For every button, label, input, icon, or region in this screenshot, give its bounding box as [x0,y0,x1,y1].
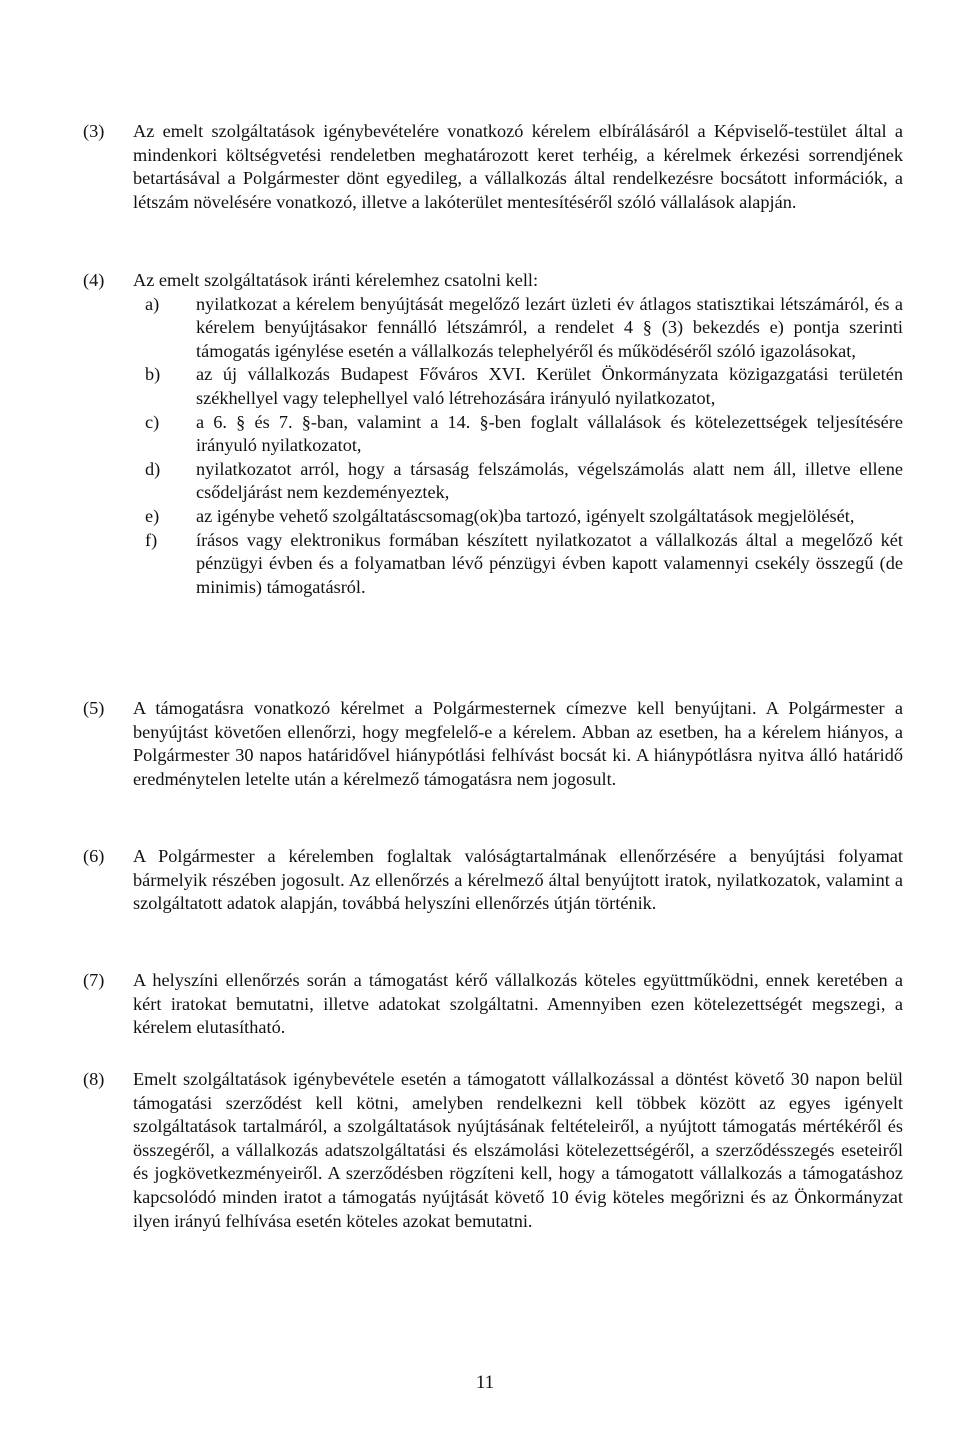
list-item-label: b) [145,364,161,385]
paragraph-3 [83,120,903,214]
list-item-text: írásos vagy elektronikus formában készített nyilatkozatot a vállalkozás által a megelőző két pénzügyi évben és a folyamatban lévő pénzügyi évben kapott valamennyi csekély összegű (de minimis) támogatásról. [196,529,903,597]
list-item-text: nyilatkozatot arról, hogy a társaság felszámolás, végelszámolás alatt nem áll, illetve ellene csődeljárást nem kezdeményeztek, [196,458,903,503]
paragraph-6 [83,845,903,916]
paragraph-7 [83,969,903,1040]
paragraph-4 [83,269,903,599]
list-item [133,458,903,505]
paragraph-8 [83,1068,903,1233]
list-item-text: az új vállalkozás Budapest Főváros XVI. Kerület Önkormányzata közigazgatási területén székhellyel vagy telephellyel való létrehozására irányuló nyilatkozatot, [196,364,903,408]
list-item-label: e) [145,505,160,526]
page-number: 11 [475,1372,495,1393]
paragraph-number: (7) [83,970,105,990]
list-item [133,529,903,600]
paragraph-number: (8) [83,1069,105,1089]
list-item-text: a 6. § és 7. §-ban, valamint a 14. §-ben foglalt vállalások és kötelezettségek teljesítésére irányuló nyilatkozatot, [196,411,903,456]
paragraph-5 [83,697,903,791]
list-item [133,505,903,529]
list-item-text: az igénybe vehető szolgáltatáscsomag(ok)ba tartozó, igényelt szolgáltatások megjelölését, [196,505,855,526]
paragraph-number: (6) [83,846,105,866]
paragraph-number: (4) [83,270,105,290]
paragraph-number: (3) [83,121,105,141]
list-item [133,293,903,364]
attachment-list [133,293,903,600]
list-item [133,363,903,410]
paragraph-text: Az emelt szolgáltatások igénybevételére vonatkozó kérelem elbírálásáról a Képviselő-testület által a mindenkori költségvetési rendeletben meghatározott keret terhéig, a kérelmek érkezési sorrendjének betartásával a Polgármester dönt egyedileg, a vállalkozás által rendelkezésre bocsátott információk, a létszám növelésére vonatkozó, illetve a lakóterület mentesítéséről szóló vállalások alapján. [133,121,903,212]
paragraph-text: A Polgármester a kérelemben foglaltak valóságtartalmának ellenőrzésére a benyújtási folyamat bármelyik részében jogosult. Az ellenőrzés a kérelmező által benyújtott iratok, nyilatkozatok, valamint a szolgáltatott adatok alapján, továbbá helyszíni ellenőrzés útján történik. [133,846,903,914]
list-item-text: nyilatkozat a kérelem benyújtását megelőző lezárt üzleti év átlagos statisztikai létszámáról, és a kérelem benyújtásakor fennálló létszámról, a rendelet 4 § (3) bekezdés e) pontja szerinti támogatás igénylése esetén a vállalkozás telephelyéről és működéséről szóló igazolásokat, [196,293,903,361]
paragraph-number: (5) [83,698,105,718]
paragraph-text: Emelt szolgáltatások igénybevétele esetén a támogatott vállalkozással a döntést követő 30 napon belül támogatási szerződést kell kötni, amelyben rendelkezni kell többek között az egyes igényelt szolgáltatások tartalmáról, a szolgáltatások nyújtásának feltételeiről, a nyújtott támogatás mértékéről és összegéről, a vállalkozás adatszolgáltatási és elszámolási kötelezettségéről, a szerződésszegés eseteiről és jogkövetkezményeiről. A szerződésben rögzíteni kell, hogy a támogatott vállalkozás a támogatáshoz kapcsolódó minden iratot a támogatás nyújtását követő 10 évig köteles megőrizni és az Önkormányzat ilyen irányú felhívása esetén köteles azokat bemutatni. [133,1069,903,1231]
list-item-label: c) [145,411,160,432]
paragraph-text: Az emelt szolgáltatások iránti kérelemhez csatolni kell: [133,270,539,290]
paragraph-text: A helyszíni ellenőrzés során a támogatást kérő vállalkozás köteles együttműködni, ennek keretében a kért iratokat bemutatni, illetve adatokat szolgáltatni. Amennyiben ezen kötelezettségét megszegi, a kérelem elutasítható. [133,970,903,1038]
list-item-label: a) [145,293,160,314]
list-item-label: f) [145,529,158,550]
paragraph-text: A támogatásra vonatkozó kérelmet a Polgármesternek címezve kell benyújtani. A Polgármester a benyújtást követően ellenőrzi, hogy megfelelő-e a kérelem. Abban az esetben, ha a kérelem hiányos, a Polgármester 30 napos határidővel hiánypótlási felhívást bocsát ki. A hiánypótlásra nyitva álló határidő eredménytelen letelte után a kérelmező támogatásra nem jogosult. [133,698,903,789]
list-item-label: d) [145,458,161,479]
list-item [133,411,903,458]
